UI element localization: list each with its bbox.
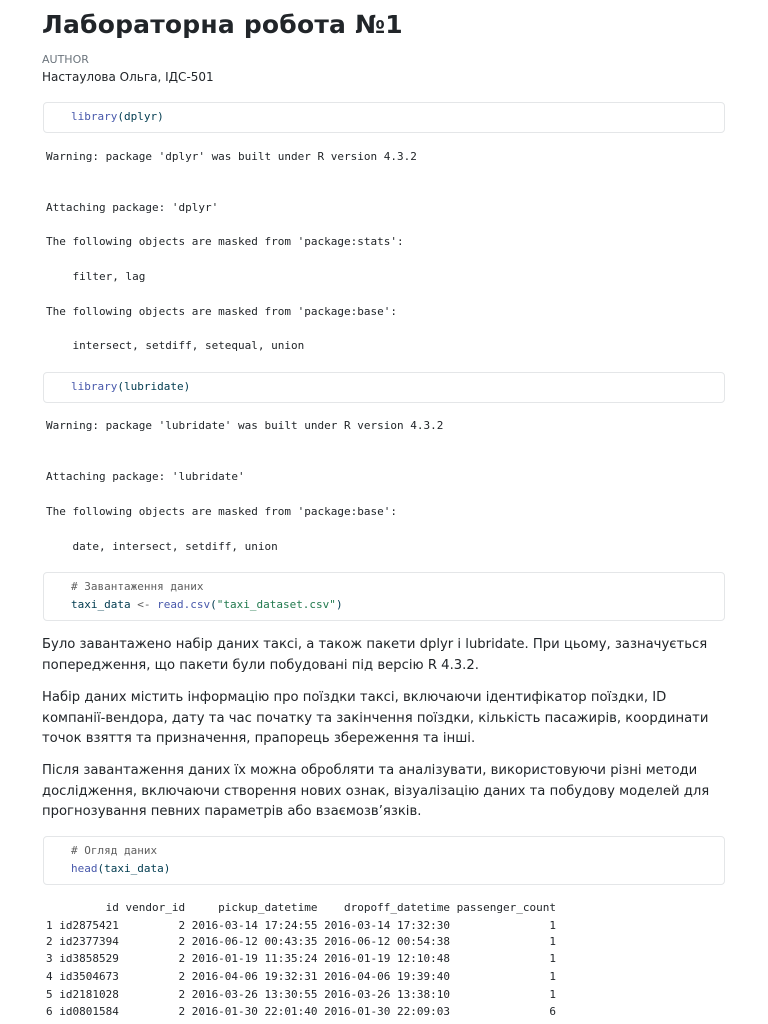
paragraph: Набір даних містить інформацію про поїздки таксі, включаючи ідентифікатор поїздки, ID компанії-вендора, дату та час початку та закінчення поїздки, кількість пасажирів, координати точок взяття та призначення, прапорець збереження та інші. [42, 690, 709, 746]
table-row: 1 id2875421 2 2016-03-14 17:24:55 2016-03-14 17:32:30 1 [46, 919, 556, 932]
table-header: id vendor_id pickup_datetime dropoff_datetime passenger_count [46, 901, 556, 914]
output-line: The following objects are masked from 'package:base': [46, 305, 397, 318]
code-argument: lubridate [123, 380, 184, 393]
author-name: Настаулова Ольга, ІДС-501 [42, 70, 214, 84]
table-row: 2 id2377394 2 2016-06-12 00:43:35 2016-06-12 00:54:38 1 [46, 935, 556, 948]
output-line: The following objects are masked from 'package:base': [46, 505, 397, 518]
code-variable: taxi_data [71, 598, 131, 611]
code-function: head [71, 862, 98, 875]
code-operator: <- [137, 598, 151, 611]
code-argument: taxi_data [104, 862, 164, 875]
code-line: head(taxi_data) [71, 862, 171, 875]
output-line: filter, lag [46, 270, 146, 283]
code-line [71, 842, 157, 860]
output-line: The following objects are masked from 'package:stats': [46, 235, 404, 248]
paragraph: Було завантажено набір даних таксі, а також пакети dplyr і lubridate. При цьому, зазначується попередження, що пакети були побудовані під версію R 4.3.2. [42, 637, 708, 673]
table-row: 3 id3858529 2 2016-01-19 11:35:24 2016-01-19 12:10:48 1 [46, 952, 556, 965]
page-title: Лабораторна робота №1 [42, 10, 403, 39]
code-line: library(lubridate) [71, 380, 191, 393]
code-function: read.csv [157, 598, 211, 611]
code-line [71, 578, 203, 596]
output-line: Warning: package 'lubridate' was built under R version 4.3.2 [46, 419, 444, 432]
code-line: taxi_data <- read.csv("taxi_dataset.csv") [71, 598, 343, 611]
output-line: Attaching package: 'dplyr' [46, 201, 219, 214]
code-function: library [71, 110, 118, 123]
output-line: date, intersect, setdiff, union [46, 540, 278, 553]
code-argument: dplyr [123, 110, 158, 123]
author-label: AUTHOR [42, 53, 89, 66]
table-row: 5 id2181028 2 2016-03-26 13:30:55 2016-03-26 13:38:10 1 [46, 988, 556, 1001]
table-row: 4 id3504673 2 2016-04-06 19:32:31 2016-04-06 19:39:40 1 [46, 970, 556, 983]
code-comment: # Огляд даних [71, 844, 158, 857]
paragraph: Після завантаження даних їх можна обробляти та аналізувати, використовуючи різні методи дослідження, включаючи створення нових ознак, візуалізацію даних та побудову моделей для прогнозування певних параметрів або взаємозв’язків. [42, 763, 710, 819]
output-line: intersect, setdiff, setequal, union [46, 339, 305, 352]
output-line: Attaching package: 'lubridate' [46, 470, 245, 483]
table-row: 6 id0801584 2 2016-01-30 22:01:40 2016-01-30 22:09:03 6 [46, 1005, 556, 1018]
output-line: Warning: package 'dplyr' was built under R version 4.3.2 [46, 150, 417, 163]
code-function: library [71, 380, 118, 393]
code-string: "taxi_dataset.csv" [216, 598, 336, 611]
code-comment: # Завантаження даних [71, 580, 204, 593]
code-line: library(dplyr) [71, 110, 164, 123]
